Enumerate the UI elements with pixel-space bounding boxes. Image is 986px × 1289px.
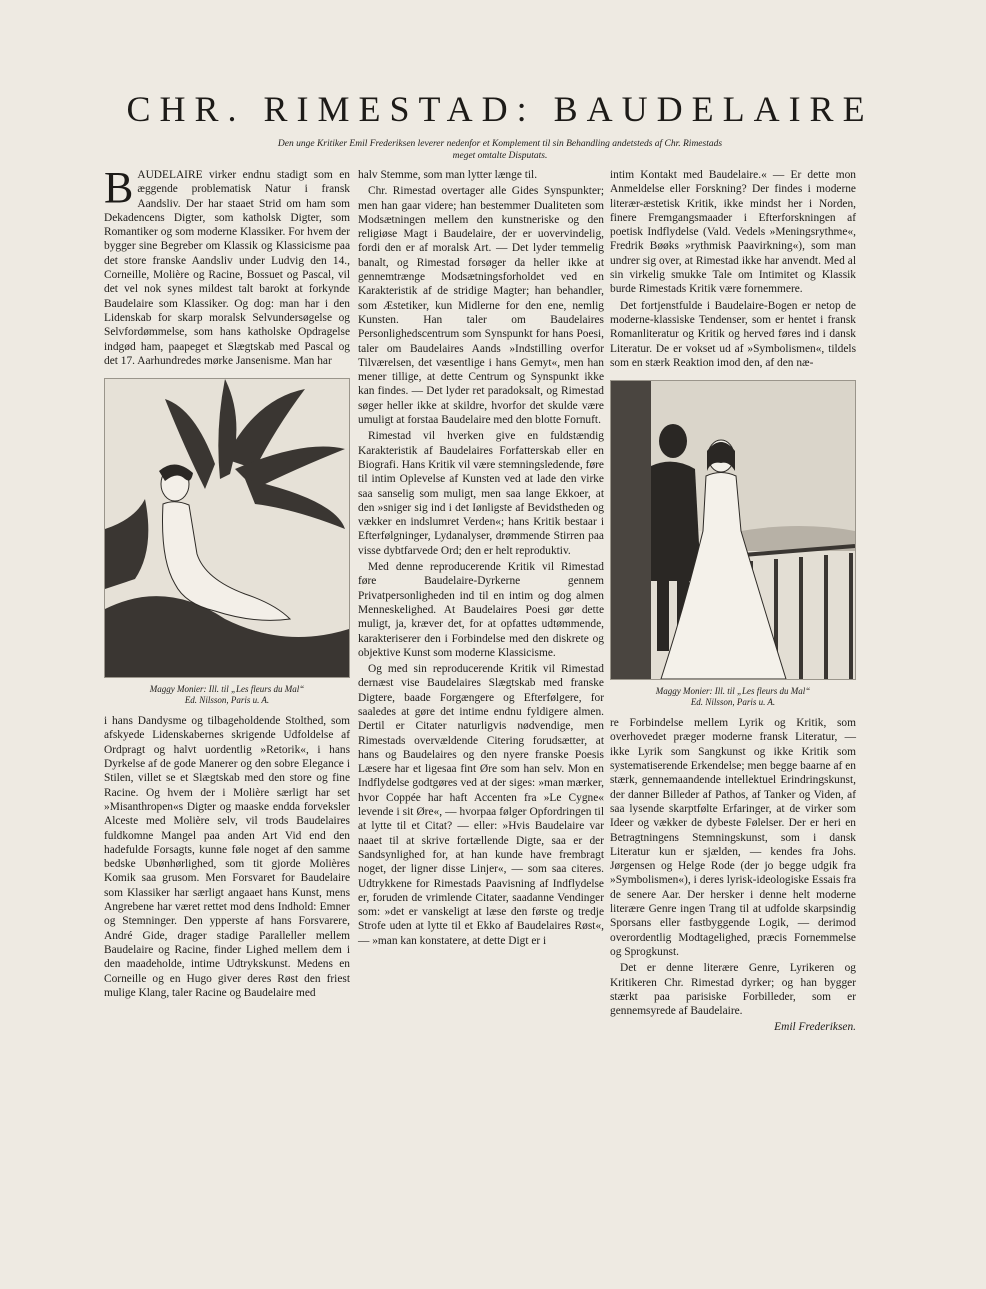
col3-paragraph-3: re Forbindelse mellem Lyrik og Kritik, som overhovedet præger moderne fransk Literatur, — ikke Lyrik som Sangkunst og ikke Kritik som systematiserende Erkendelse; men begge baarne af en stærk, gennemaandende intellektuel Erindringskunst, der danner Billeder af Pathos, af Tanker og Viden, af saa lysende skarptfølte Erfaringer, at de virker som Ideer og vækker de dybeste Følelser. Der er heri en Betragtningens Stemningskunst, som i dansk Literatur kun er sjælden, — kendes fra Johs. Jørgensen og Helge Rode (der jo begge udgik fra »Symbolismen«), i deres lyrisk-ideologiske Essais fra de senere Aar. Der hersker i denne helt moderne literære Genre ingen Trang til at udfolde skarpsindig Sporsans eller fastbyggende Logik, — derimod overordentlig Modtagelighed, præcis Fornemmelse og Sprogkunst.	[610, 717, 856, 958]
drop-cap: B	[104, 163, 134, 212]
col2-paragraph-5: Og med sin reproducerende Kritik vil Rimestad dernæst vise Baudelaires Slægtskab med franske Digtere, baade Forgængere og Efterfølgere, for saaledes at gøre det intime endnu fyldigere almen. Dertil er Citater naturligvis nødvendige, men Rimestads overvældende Citering forudsætter, at hans og Baudelaires og den nyere franske Poesis Læsere har et ligesaa fint Øre som han selv. Mon en Indflydelse godtgøres ved at der siges: »man mærker, hvor Coppée har haft Accenten fra »Le Cygne« levende i sit Øre«, — hvorpaa følger Opfordringen til at lytte til et Citat? — eller: »Hvis Baudelaire var naaet til at skrive fortællende Digte, saa er der Sandsynlighed for, at han kunde have frembragt noget, der ligner disse Linjer«, — som saa citeres. Udtrykkene for Rimestads Paavisning af Indflydelse er, foruden de vrimlende Citater, saadanne Vendinger som: »det er vanskeligt at læse den første og tredje Strofe uden at lytte til et Ekko af Baudelaires Røst«, — »man kan konstatere, at dette Digt er i	[358, 663, 604, 947]
column-1	[104, 163, 350, 1002]
col1-paragraph-2: i hans Dandysme og tilbageholdende Stolthed, som afskyede Lidenskabernes skrigende Udfoldelse af Ordpragt og halvt uordentlig »Retorik«, i hans Dyrkelse af de gode Manerer og den sobre Elegance i Stilen, villet se et Slægtskab med den store og fine Racine. Og hvem der i Molière særligt har set »Misanthropen«s Digter og maaske endda forveksler Alceste med Molière selv, vil trods Baudelaires fuldkomne Mangel paa anden Art Vid end den hadefulde Forsagts, kunne føle noget af den samme bedske Ubønhørlighed, som tit gjorde Molières Komik saa grusom. Men Forsvaret for Baudelaire som Klassiker har særligt angaaet hans Kunst, mens Angrebene har været rettet mod dens Indhold: Emner og Stemninger. Den ypperste af hans Forsvarere, André Gide, drager stadige Paralleller mellem Baudelaire og Racine, finder Lighed mellem dem i den maadeholde, intime Udtrykskunst. Medens en Corneille og en Hugo giver deres Røst den friest mulige Klang, taler Racine og Baudelaire med	[104, 715, 350, 999]
column-2	[358, 168, 604, 950]
illustration-2	[610, 380, 856, 708]
col3-paragraph-4: Det er denne literære Genre, Lyrikeren og Kritikeren Chr. Rimestad dyrker; og han bygger stærkt paa parisiske Forbilleder, som er gennemsyrede af Baudelaire.	[610, 962, 856, 1018]
col1-paragraph-1	[104, 163, 350, 368]
illustration-2-caption-line-1: Maggy Monier: Ill. til „Les fleurs du Mal“	[655, 686, 811, 697]
col2-paragraph-4: Med denne reproducerende Kritik vil Rimestad føre Baudelaire-Dyrkerne gennem Privatpersonligheden ind til en intim og dog almen Menneskelighed. At Baudelaires Poesi gør dette muligt, ja, kræver det, for at opfattes udtømmende, karakteriserer den i Forbindelse med den diskrete og objektive Kunst som moderne Klassicisme.	[358, 561, 604, 659]
illustration-1-caption-line-1: Maggy Monier: Ill. til „Les fleurs du Mal“	[149, 684, 305, 695]
article-subtitle: Den unge Kritiker Emil Frederiksen leverer nedenfor et Komplement til sin Behandling andetsteds af Chr. Rimestads meget omtalte Disputats.	[277, 139, 723, 161]
col2-paragraph-3: Rimestad vil hverken give en fuldstændig Karakteristik af Baudelaires Forfatterskab eller en Biografi. Hans Kritik vil være stemningsledende, føre til intim Oplevelse af Kunsten ved at lade den virke saa sanselig som muligt, men saa lange Ekkoer, at den »sniger sig ind i det Iønligste af Bevidstheden og vækker en indslumret Verden«; hans Kritik bestaar i Efterfølgninger, Lydanalyser, drømmende Stirren paa visse dybtfarvede Ord; den er helt reproduktiv.	[358, 430, 604, 557]
col2-paragraph-1: halv Stemme, som man lytter længe til.	[358, 169, 538, 181]
illustration-1-image	[104, 378, 350, 678]
illustration-2-caption-line-2: Ed. Nilsson, Paris u. A.	[690, 697, 776, 708]
illustration-2-image	[610, 380, 856, 680]
column-3	[610, 168, 856, 1037]
reclining-woman-illustration	[105, 379, 349, 677]
illustration-2-caption	[610, 686, 856, 708]
col3-paragraph-2: Det fortjenstfulde i Baudelaire-Bogen er netop de moderne-klassiske Tendenser, som er hentet i fransk Romanliteratur og Kritik og herved føres ind i dansk Literatur. De er vokset ud af »Symbolismen«, tildels som en stærk Reaktion imod den, af den næ-	[610, 299, 856, 369]
author-signature: Emil Frederiksen.	[774, 1021, 856, 1034]
illustration-1	[104, 378, 350, 706]
col2-paragraph-2: Chr. Rimestad overtager alle Gides Synspunkter; men han gaar videre; han bestemmer Dualiteten som Modsætningen mellem den kunstneriske og den religiøse Magt i Baudelaire, der er uovervindelig, fordi den er af moralsk Art. — Det lyder temmelig banalt, og Rimestad forsøger da heller ikke at gennemtrænge Modsætningsforholdet ved en Karakteristik af de stridige Magter; han behandler, som Æstetiker, kun Midlerne for den ene, nemlig Kunsten. Han taler om Baudelaires Personlighedscentrum som Synspunkt for hans Poesi, taler om Baudelaires Aands »Indstilling overfor Tilværelsen, det væsentlige i hans Gemyt«, men han mener tillige, at dette Centrum og Synspunkt ikke kan findes. — Det lyder ret paradoksalt, og Rimestad søger heller ikke at skildre, hvorfor det skulde være umuligt at forstaa Baudelaire med den blotte Fornuft.	[358, 185, 604, 427]
illustration-1-caption-line-2: Ed. Nilsson, Paris u. A.	[184, 695, 270, 706]
illustration-1-caption	[104, 684, 350, 706]
col1-paragraph-1-text: AUDELAIRE virker endnu stadigt som en æggende problematisk Natur i fransk Aandsliv. Der har staaet Strid om ham som Dekadencens Digter, som katholsk Digter, som Romantiker og som moderne Klassiker. For hvem der bygger sine Begreber om Klassik og Klassicisme paa det store franske Aandsliv under Ludvig den 14., Corneille, Molière og Racine, Bossuet og Pascal, vil det vel nok synes mildest talt barokt at forkynde Baudelaire som Klassiker. Og dog: man har i den Lidenskab for skarp moralsk Selvundersøgelse og Selvfordømmelse, som hans katholske Opdragelse indgød ham, paapeget et Slægtskab med Pascal og det 17. Aarhundredes mørke Jansenisme. Man har	[104, 169, 350, 367]
col3-paragraph-1: intim Kontakt med Baudelaire.« — Er dette mon Anmeldelse eller Forskning? Der findes i moderne literær-æstetisk Kritik, ikke mindst her i Norden, finere Fremgangsmaader i Efterforskningen af poetisk Indflydelse (Vald. Vedels »Meningsrythme«, Fredrik Bøøks »rythmisk Paavirkning«), som man undrer sig over, at Rimestad ikke har anvendt. Med al sin virkelig smukke Tale om Intimitet og Klassik burde Rimestads Kritik være fornemmere.	[610, 169, 856, 296]
article-title: CHR. RIMESTAD: BAUDELAIRE	[126, 89, 874, 129]
couple-on-balcony-illustration	[611, 381, 855, 679]
